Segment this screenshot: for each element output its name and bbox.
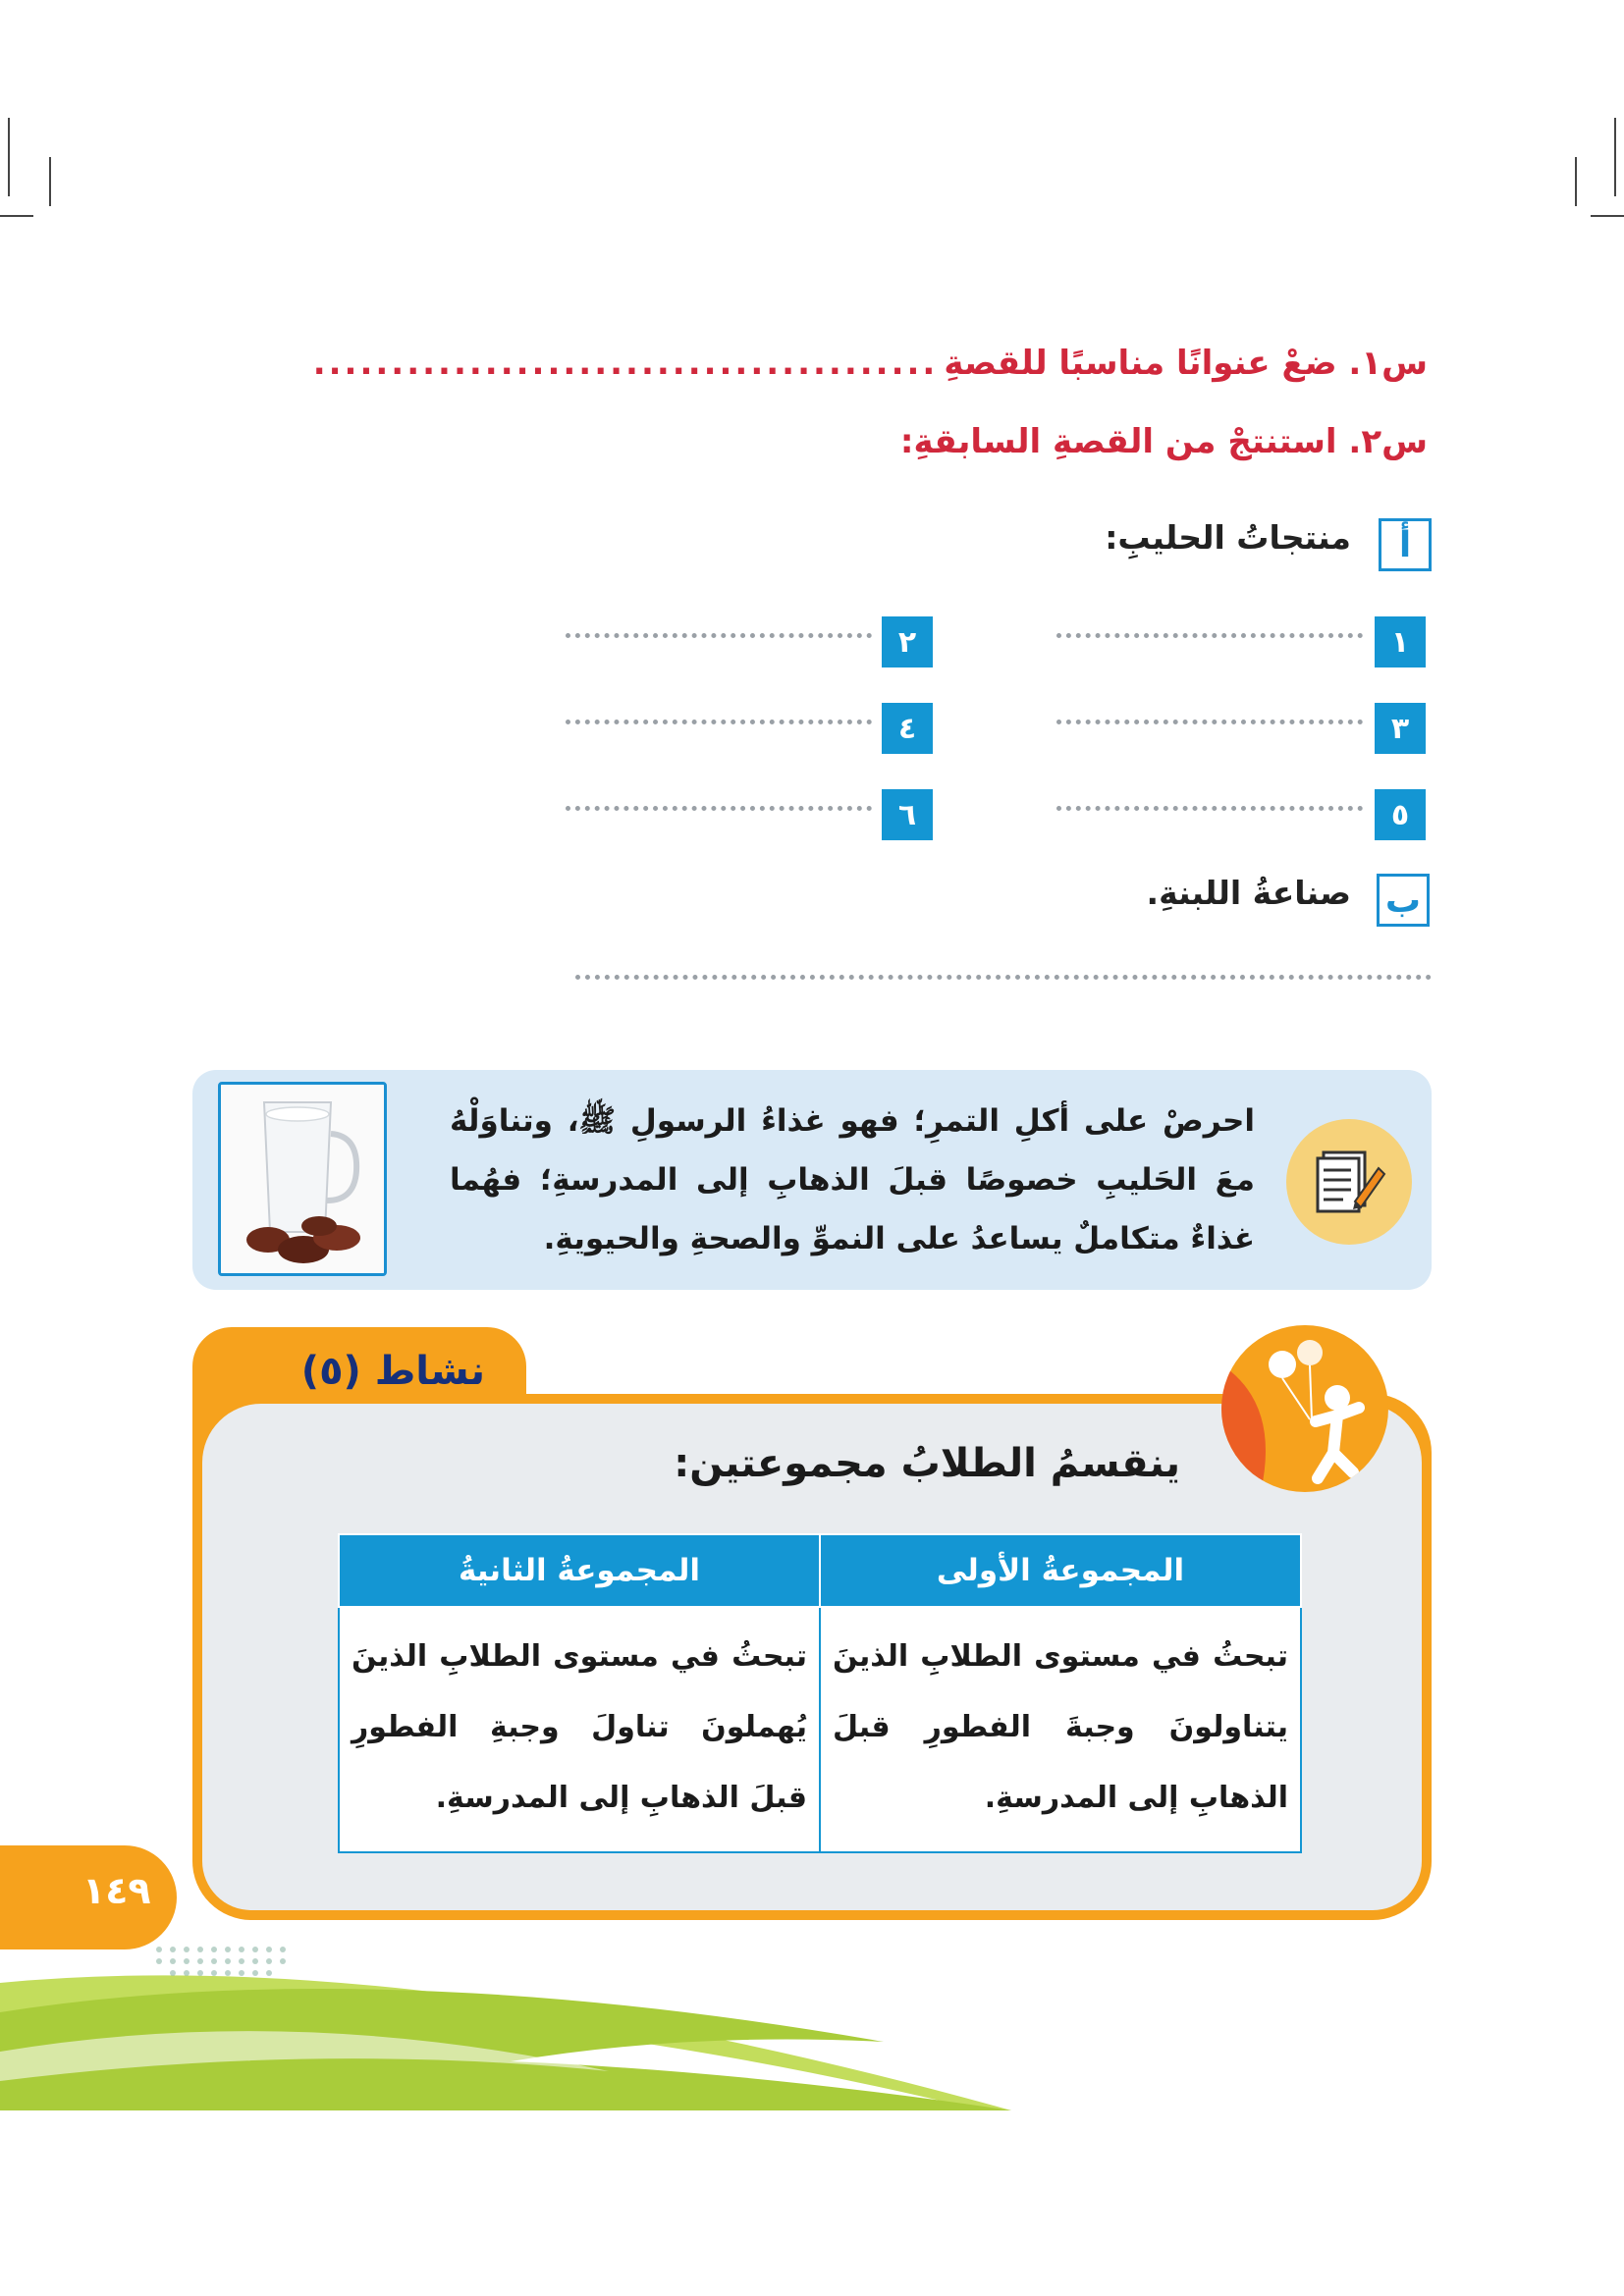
- crop-mark: [8, 118, 10, 196]
- table-header-group-2: المجموعةُ الثانيةُ: [339, 1534, 820, 1607]
- tip-box: [192, 1070, 1432, 1290]
- question-2-label: س٢. استنتجْ من القصةِ السابقةِ:: [899, 422, 1428, 461]
- groups-table: [338, 1533, 1302, 1853]
- section-a-title: منتجاتُ الحليبِ:: [1105, 518, 1351, 557]
- answer-number-2: ٢: [882, 616, 933, 667]
- answer-line-6[interactable]: [566, 806, 872, 811]
- table-header-row: [339, 1534, 1301, 1607]
- crop-mark: [49, 157, 51, 206]
- question-2: [900, 422, 1428, 461]
- crop-mark: [1591, 215, 1624, 217]
- milk-dates-photo: [218, 1082, 387, 1276]
- table-cell-group-2: تبحثُ في مستوى الطلابِ الذينَ يُهملونَ تناولَ وجبةِ الفطورِ قبلَ الذهابِ إلى المدرسةِ.: [339, 1607, 820, 1852]
- answer-number-5: ٥: [1375, 789, 1426, 840]
- section-b-answer-line[interactable]: [575, 975, 1432, 980]
- table-cell-group-1: تبحثُ في مستوى الطلابِ الذينَ يتناولونَ وجبةَ الفطورِ قبلَ الذهابِ إلى المدرسةِ.: [820, 1607, 1301, 1852]
- footer-wave-decoration: [0, 1934, 1624, 2228]
- section-b-title: صناعةُ اللبنةِ.: [1146, 874, 1351, 912]
- activity-tab-label: نشاط (٥): [300, 1349, 485, 1394]
- answer-line-3[interactable]: [1056, 720, 1363, 724]
- crop-mark: [0, 215, 33, 217]
- answer-line-4[interactable]: [566, 720, 872, 724]
- section-b-letter: ب: [1377, 874, 1430, 927]
- section-a-letter: أ: [1379, 518, 1432, 571]
- answer-line-2[interactable]: [566, 633, 872, 638]
- answer-number-4: ٤: [882, 703, 933, 754]
- answer-number-1: ١: [1375, 616, 1426, 667]
- activity-title: ينقسمُ الطلابُ مجموعتين:: [674, 1441, 1180, 1486]
- crop-mark: [1575, 157, 1577, 206]
- answer-line-1[interactable]: [1056, 633, 1363, 638]
- question-1: [313, 344, 1428, 383]
- tip-text: احرصْ على أكلِ التمرِ؛ فهو غذاءُ الرسولِ ﷺ، وتناوَلْهُ معَ الحَليبِ خصوصًا قبلَ الذهابِ إلى المدرسةِ؛ فهُما غذاءٌ متكاملٌ يساعدُ على النموِّ والصحةِ والحيويةِ.: [450, 1103, 1255, 1256]
- question-1-answer-line[interactable]: ........................................: [312, 344, 939, 383]
- table-header-group-1: المجموعةُ الأولى: [820, 1534, 1301, 1607]
- question-1-label: س١. ضعْ عنوانًا مناسبًا للقصةِ: [944, 344, 1428, 383]
- answer-line-5[interactable]: [1056, 806, 1363, 811]
- answer-number-6: ٦: [882, 789, 933, 840]
- balloon-child-icon: [1221, 1325, 1388, 1492]
- answer-number-3: ٣: [1375, 703, 1426, 754]
- table-row: [339, 1607, 1301, 1852]
- page-number: ١٤٩: [82, 1869, 151, 1912]
- crop-mark: [1614, 118, 1616, 196]
- pencil-paper-icon: [1286, 1119, 1412, 1245]
